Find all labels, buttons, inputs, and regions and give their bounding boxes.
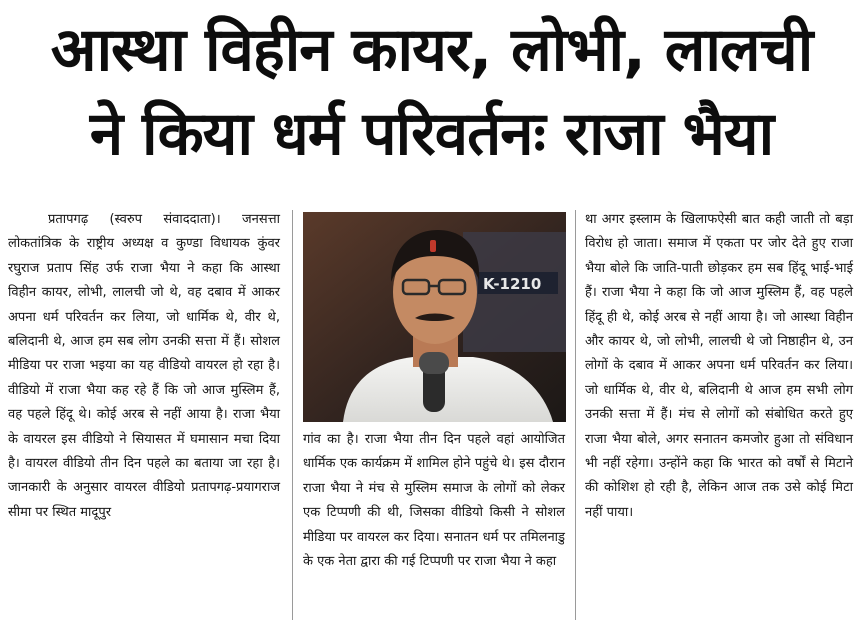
article-column-left [8,208,280,525]
person-speaking-photo [303,212,566,422]
headline-line-1: आस्था विहीन कायर, लोभी, लालची [50,15,813,85]
article-column-right [585,208,853,525]
photo-illustration [303,212,566,422]
article-paragraph-right: था अगर इस्लाम के खिलाफऐसी बात कही जाती तो बड़ा विरोध हो जाता। समाज में एकता पर जोर देते हुए राजा भैया बोले कि जाति-पाती छोड़कर हम सब हिंदू भाई-भाई हैं। राजा भैया ने कहा कि जो आज मुस्लिम हैं, वह पहले हिंदू ही थे, कोई अरब से नहीं आया है। जो आस्था विहीन और कायर थे, जो लोभी, लालची थे जो निष्ठाहीन थे, उन लोगों के दबाव में आकर अपना धर्म परिवर्तन कर लिया। जो धार्मिक थे, वीर थे, बलिदानी थे आज हम सभी लोग उनकी सत्ता में हैं। मंच से लोगों को संबोधित करते हुए राजा भैया बोले, अगर सनातन कमजोर हुआ तो संविधान भी नहीं रहेगा। उन्होंने कहा कि भारत को वर्षों से मिटाने की कोशिश हो रही है, लेकिन आज तक उसे कोई मिटा नहीं पाया। [585,212,853,520]
dateline: प्रतापगढ़ (स्वरुप संवाददाता)। [48,212,221,227]
article-column-middle [303,428,565,574]
article-paragraph-left [8,208,280,525]
headline-line-2: ने किया धर्म परिवर्तनः राजा भैया [89,99,774,169]
column-divider-right [575,210,576,620]
headline [0,8,863,176]
article-paragraph-middle: गांव का है। राजा भैया तीन दिन पहले वहां आयोजित धार्मिक एक कार्यक्रम में शामिल होने पहुंचे थे। इस दौरान राजा भैया ने मंच से मुस्लिम समाज के लोगों को लेकर एक टिप्पणी की थी, जिसका वीडियो किसी ने सोशल मीडिया पर वायरल कर दिया। सनातन धर्म पर तमिलनाडु के एक नेता द्वारा की गई टिप्पणी पर राजा भैया ने कहा [303,432,565,570]
column-divider-left [292,210,293,620]
article-text-left: जनसत्ता लोकतांत्रिक के राष्ट्रीय अध्यक्ष व कुण्डा विधायक कुंवर रघुराज प्रताप सिंह उर्फ राजा भैया ने कहा कि आस्था विहीन कायर, लोभी, लालची जो थे, वह दबाव में आकर अपना धर्म परिवर्तन कर लिया, जो धार्मिक थे, वीर थे, बलिदानी थे, आज हम सब लोग उनकी सत्ता में हैं। सोशल मीडिया पर राजा भइया का यह वीडियो वायरल हो रहा है। वीडियो में राजा भैया कह रहे हैं कि जो आज मुस्लिम हैं, वह पहले हिंदू थे। कोई अरब से नहीं आया है। राजा भैया के वायरल इस वीडियो ने सियासत में घमासान मचा दिया है। वायरल वीडियो तीन दिन पहले का बताया जा रहा है। जानकारी के अनुसार वायरल वीडियो प्रतापगढ़-प्रयागराज सीमा पर स्थित मादूपुर [8,212,280,520]
backdrop-text: K-1210 [483,275,542,293]
